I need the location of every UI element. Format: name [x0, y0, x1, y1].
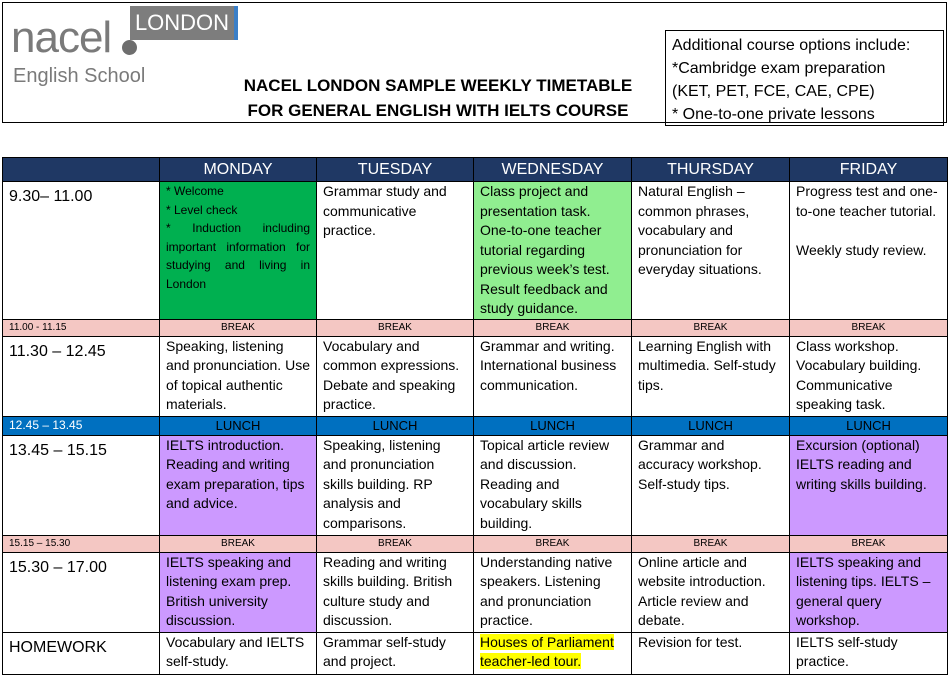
wednesday-session-2: Grammar and writing. International business communication. [474, 336, 632, 416]
time-slot: 15.30 – 17.00 [3, 552, 160, 632]
session-row-1 [3, 182, 948, 320]
thursday-session-3: Grammar and accuracy workshop. Self-study tips. [632, 435, 790, 535]
day-header-friday: FRIDAY [790, 158, 948, 182]
logo-wordmark: nacel [11, 13, 112, 62]
logo-subtitle: English School [13, 65, 146, 87]
lunch-label: LUNCH [160, 416, 317, 435]
lunch-label: LUNCH [790, 416, 948, 435]
lunch-label: LUNCH [474, 416, 632, 435]
break-label: BREAK [790, 319, 948, 336]
thursday-session-2: Learning English with multimedia. Self-study tips. [632, 336, 790, 416]
options-line-1: *Cambridge exam preparation [672, 60, 886, 77]
lunch-time: 12.45 – 13.45 [3, 416, 160, 435]
friday-session-1-review: Weekly study review. [796, 241, 927, 258]
options-line-2: (KET, PET, FCE, CAE, CPE) [672, 83, 875, 100]
title-line-1: NACEL LONDON SAMPLE WEEKLY TIMETABLE [243, 76, 633, 95]
wednesday-homework [474, 632, 632, 674]
monday-session-4: IELTS speaking and listening exam prep. British university discussion. [160, 552, 317, 632]
break-label: BREAK [317, 319, 474, 336]
induction-item: * Induction including important information for studying and living in London [166, 221, 310, 291]
wednesday-session-3: Topical article review and discussion. Reading and vocabulary skills building. [474, 435, 632, 535]
friday-homework: IELTS self-study practice. [790, 632, 948, 674]
day-header-thursday: THURSDAY [632, 158, 790, 182]
lunch-row [3, 416, 948, 435]
day-header-wednesday: WEDNESDAY [474, 158, 632, 182]
tuesday-session-2: Vocabulary and common expressions. Debate and speaking practice. [317, 336, 474, 416]
break-label: BREAK [790, 535, 948, 552]
header-block [2, 2, 947, 123]
session-row-4 [3, 552, 948, 632]
homework-row [3, 632, 948, 674]
welcome-item: * Welcome [166, 184, 224, 198]
day-header-monday: MONDAY [160, 158, 317, 182]
day-header-tuesday: TUESDAY [317, 158, 474, 182]
tuesday-session-4: Reading and writing skills building. British culture study and discussion. [317, 552, 474, 632]
break-row-2 [3, 535, 948, 552]
tuesday-session-3: Speaking, listening and pronunciation skills building. RP analysis and comparisons. [317, 435, 474, 535]
page-title [203, 73, 673, 123]
thursday-session-4: Online article and website introduction. Article review and debate. [632, 552, 790, 632]
weekly-timetable [2, 157, 948, 675]
break-label: BREAK [632, 319, 790, 336]
friday-session-2: Class workshop. Vocabulary building. Communicative speaking task. [790, 336, 948, 416]
break-label: BREAK [160, 535, 317, 552]
friday-session-1 [790, 182, 948, 320]
friday-session-3: Excursion (optional) IELTS reading and writing skills building. [790, 435, 948, 535]
logo-dot-icon [122, 40, 137, 55]
thursday-session-1: Natural English – common phrases, vocabulary and pronunciation for everyday situations. [632, 182, 790, 320]
tuesday-homework: Grammar self-study and project. [317, 632, 474, 674]
friday-session-1-text: Progress test and one-to-one teacher tutorial. [796, 183, 938, 219]
corner-cell [3, 158, 160, 182]
session-row-2 [3, 336, 948, 416]
monday-session-1 [160, 182, 317, 320]
lunch-label: LUNCH [632, 416, 790, 435]
friday-session-4: IELTS speaking and listening tips. IELTS – general query workshop. [790, 552, 948, 632]
monday-session-3: IELTS introduction. Reading and writing exam preparation, tips and advice. [160, 435, 317, 535]
title-line-2: FOR GENERAL ENGLISH WITH IELTS COURSE [247, 101, 629, 120]
break-label: BREAK [632, 535, 790, 552]
time-slot: 13.45 – 15.15 [3, 435, 160, 535]
break-label: BREAK [317, 535, 474, 552]
logo-london-badge: LONDON [130, 6, 238, 40]
break-row-1 [3, 319, 948, 336]
options-heading: Additional course options include: [672, 37, 911, 54]
monday-homework: Vocabulary and IELTS self-study. [160, 632, 317, 674]
wednesday-session-4: Understanding native speakers. Listening and pronunciation practice. [474, 552, 632, 632]
break-label: BREAK [474, 319, 632, 336]
session-row-3 [3, 435, 948, 535]
time-slot: 11.30 – 12.45 [3, 336, 160, 416]
thursday-homework: Revision for test. [632, 632, 790, 674]
break-label: BREAK [474, 535, 632, 552]
break-label: BREAK [160, 319, 317, 336]
options-line-3: * One-to-one private lessons [672, 106, 875, 123]
time-slot: 9.30– 11.00 [3, 182, 160, 320]
level-check-item: * Level check [166, 202, 238, 217]
tuesday-session-1: Grammar study and communicative practice. [317, 182, 474, 320]
day-header-row [3, 158, 948, 182]
break-time: 15.15 – 15.30 [3, 535, 160, 552]
course-options-box [665, 30, 944, 126]
highlighted-tour-text: Houses of Parliament teacher-led tour. [480, 633, 614, 669]
monday-session-2: Speaking, listening and pronunciation. Use of topical authentic materials. [160, 336, 317, 416]
lunch-label: LUNCH [317, 416, 474, 435]
homework-label: HOMEWORK [3, 632, 160, 674]
break-time: 11.00 - 11.15 [3, 319, 160, 336]
wednesday-session-1: Class project and presentation task. One-to-one teacher tutorial regarding previous week’s test. Result feedback and study guidance. [474, 182, 632, 320]
